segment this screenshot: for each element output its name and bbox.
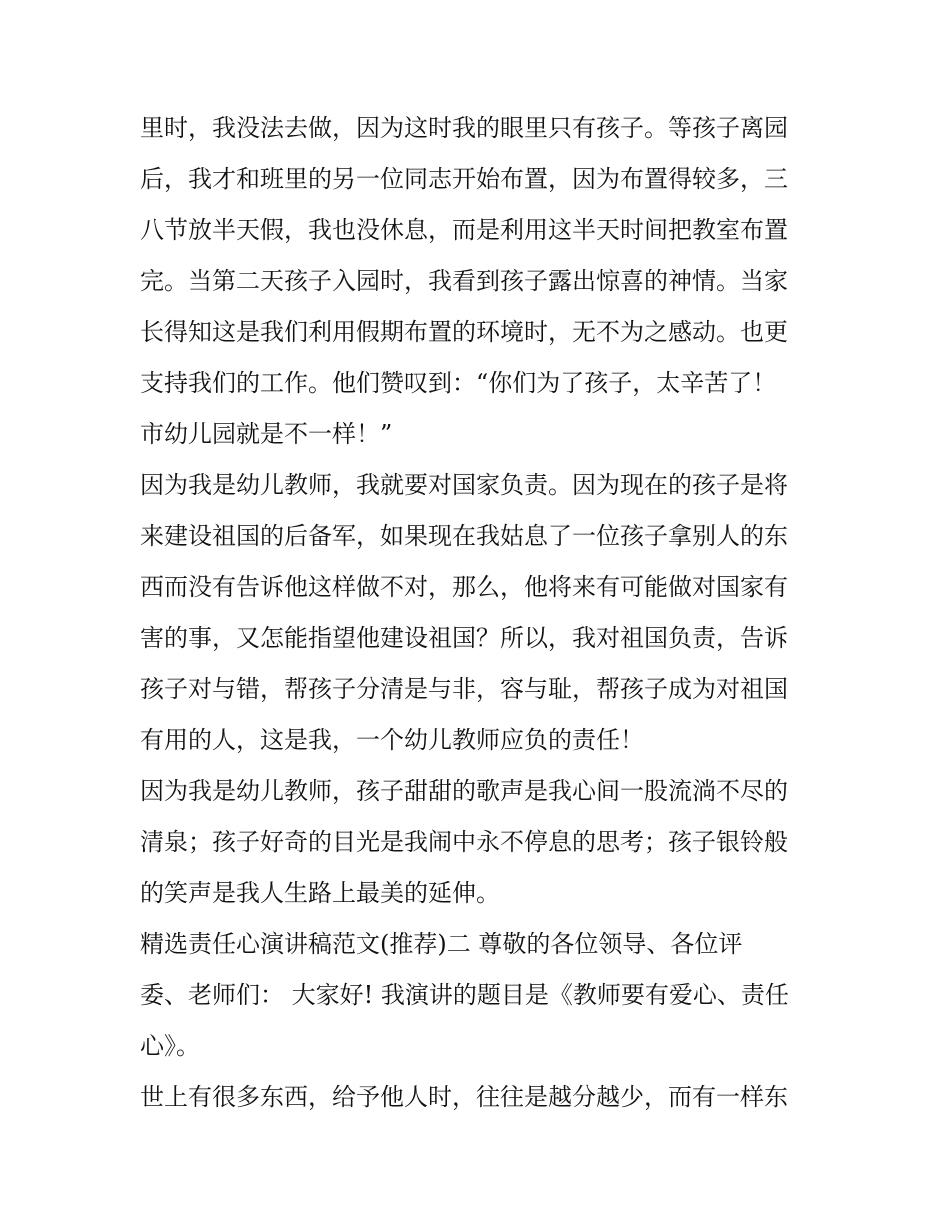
text-line: 清泉；孩子好奇的目光是我闹中永不停息的思考；孩子银铃般 <box>140 828 788 856</box>
text-line: 市幼儿园就是不一样！” <box>140 420 393 448</box>
text-line: 因为我是幼儿教师，我就要对国家负责。因为现在的孩子是将 <box>140 471 788 499</box>
text-line: 里时，我没法去做，因为这时我的眼里只有孩子。等孩子离园 <box>140 114 788 142</box>
text-line: 害的事，又怎能指望他建设祖国？所以，我对祖国负责，告诉 <box>140 624 788 652</box>
text-line: 来建设祖国的后备军，如果现在我姑息了一位孩子拿别人的东 <box>140 522 788 550</box>
text-line: 八节放半天假，我也没休息，而是利用这半天时间把教室布置 <box>140 216 788 244</box>
text-line: 精选责任心演讲稿范文(推荐)二 尊敬的各位领导、各位评 <box>140 930 743 958</box>
text-line: 西而没有告诉他这样做不对，那么，他将来有可能做对国家有 <box>140 573 788 601</box>
text-line: 因为我是幼儿教师，孩子甜甜的歌声是我心间一股流淌不尽的 <box>140 777 788 805</box>
speech-text <box>140 103 820 1123</box>
text-line: 支持我们的工作。他们赞叹到：“你们为了孩子，太辛苦了！ <box>140 369 777 397</box>
text-line: 长得知这是我们利用假期布置的环境时，无不为之感动。也更 <box>140 318 788 346</box>
text-line: 委、老师们： 大家好! 我演讲的题目是《教师要有爱心、责任 <box>140 981 789 1009</box>
text-line: 完。当第二天孩子入园时，我看到孩子露出惊喜的神情。当家 <box>140 267 788 295</box>
text-line: 有用的人，这是我，一个幼儿教师应负的责任！ <box>140 726 644 754</box>
text-line: 心》。 <box>140 1032 200 1060</box>
text-line: 后，我才和班里的另一位同志开始布置，因为布置得较多，三 <box>140 165 788 193</box>
text-line: 孩子对与错，帮孩子分清是与非，容与耻，帮孩子成为对祖国 <box>140 675 788 703</box>
text-line: 的笑声是我人生路上最美的延伸。 <box>140 879 500 907</box>
text-line: 世上有很多东西，给予他人时，往往是越分越少，而有一样东 <box>140 1083 788 1111</box>
